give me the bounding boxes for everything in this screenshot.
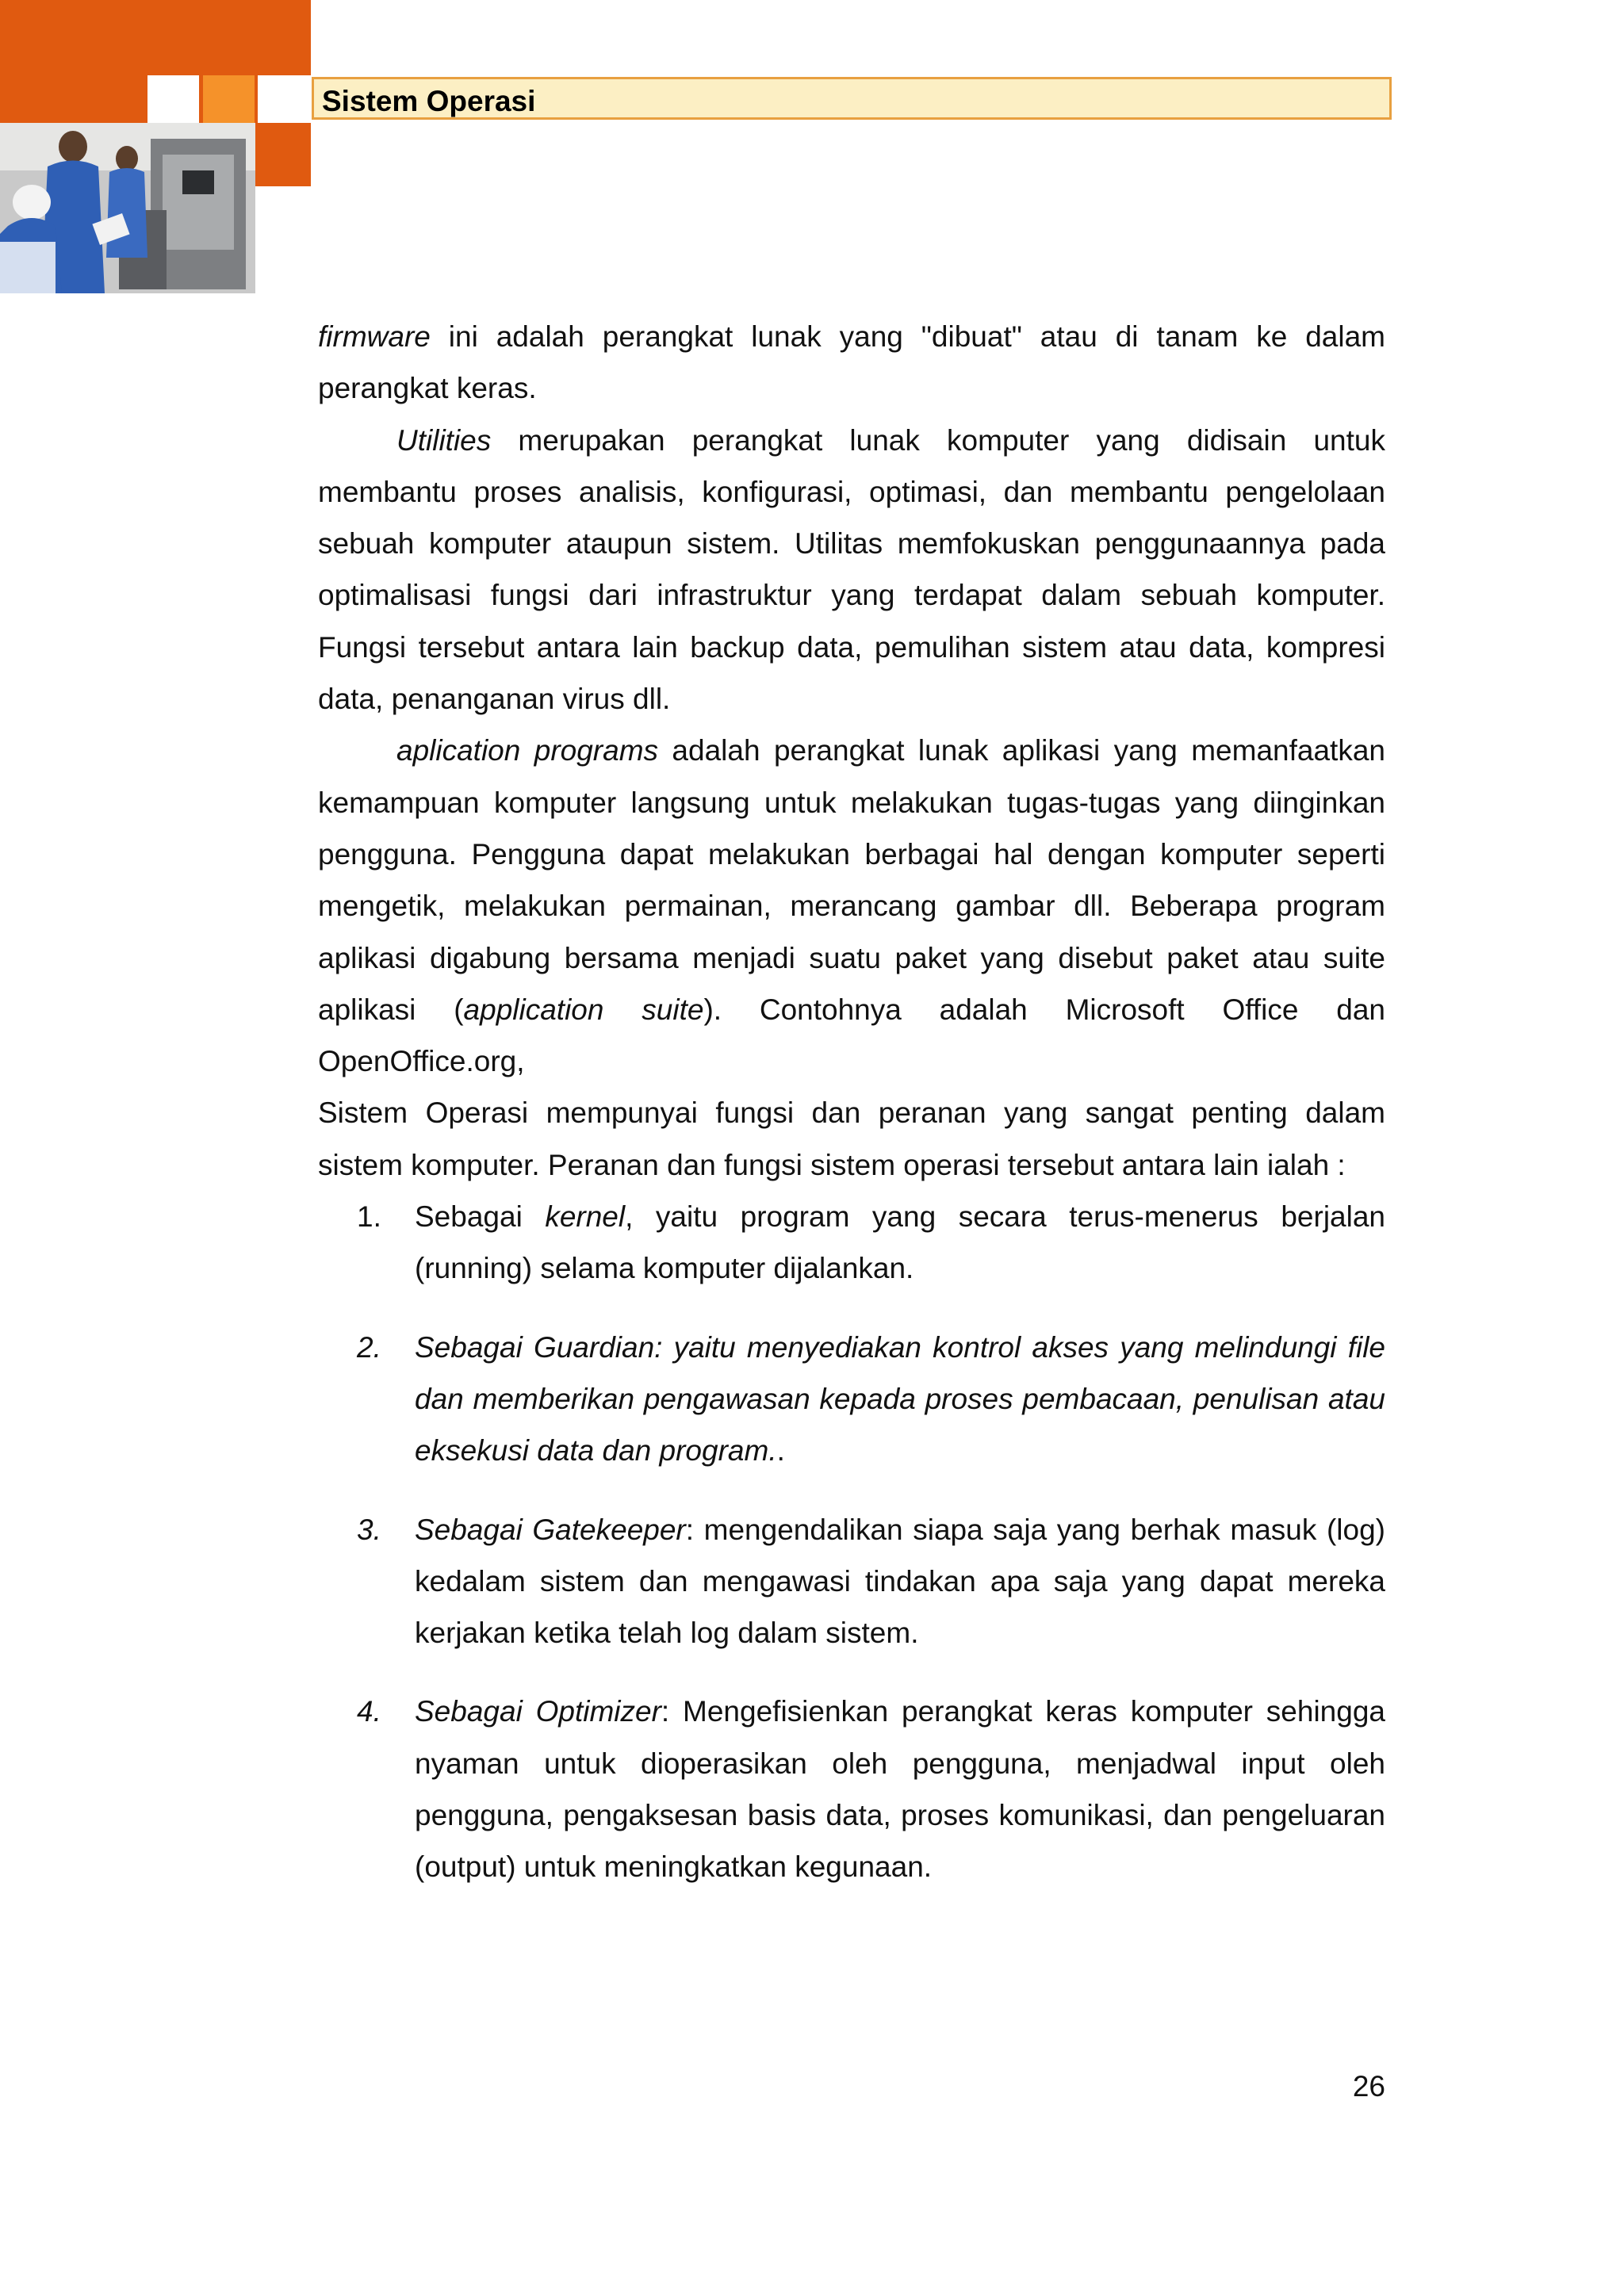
paragraph-application-programs <box>318 725 1385 1087</box>
document-body <box>318 311 1385 1893</box>
list-item-pre: Sebagai <box>415 1200 546 1234</box>
os-roles-list <box>318 1191 1385 1893</box>
students-lab-photo <box>0 123 255 293</box>
term-utilities: Utilities <box>396 423 492 457</box>
term-application-programs: aplication programs <box>396 734 659 767</box>
list-number: 2. <box>357 1330 381 1364</box>
list-item-text: : Mengefisienkan perangkat keras komputer sehingga nyaman untuk dioperasikan oleh pengguna, menjadwal input oleh pengguna, pengaksesan basis data, proses komunikasi, dan pengeluaran (output) untuk meningkatkan kegunaan. <box>415 1695 1385 1884</box>
list-item <box>318 1504 1385 1659</box>
term-optimizer: Sebagai Optimizer <box>415 1695 661 1728</box>
list-item-text: : mengendalikan siapa saja yang berhak masuk (log) kedalam sistem dan mengawasi tindakan apa saja yang dapat mereka kerjakan ketika telah log dalam sistem. <box>415 1513 1385 1650</box>
paragraph-os-roles: Sistem Operasi mempunyai fungsi dan peranan yang sangat penting dalam sistem komputer. Peranan dan fungsi sistem operasi tersebut antara lain ialah : <box>318 1096 1385 1181</box>
paragraph-text: adalah perangkat lunak aplikasi yang memanfaatkan kemampuan komputer langsung untuk melakukan tugas-tugas yang diinginkan pengguna. Pengguna dapat melakukan berbagai hal dengan komputer seperti mengetik, melakukan permainan, merancang gambar dll. Beberapa program aplikasi digabung bersama menjadi suatu paket yang disebut paket atau suite aplikasi ( <box>318 734 1385 1026</box>
list-item-text: . <box>776 1434 785 1468</box>
corner-square-orange-light <box>203 75 255 123</box>
paragraph-text: ini adalah perangkat lunak yang "dibuat" atau di tanam ke dalam perangkat keras. <box>318 320 1385 405</box>
paragraph-text: merupakan perangkat lunak komputer yang didisain untuk membantu proses analisis, konfigurasi, optimasi, dan membantu pengelolaan sebuah komputer ataupun sistem. Utilitas memfokuskan penggunaannya pada optimalisasi fungsi dari infrastruktur yang terdapat dalam sebuah komputer. Fungsi tersebut antara lain backup data, pemulihan sistem atau data, kompresi data, penanganan virus dll. <box>318 423 1385 716</box>
term-kernel: kernel <box>545 1200 626 1234</box>
header-bar <box>312 77 1392 120</box>
paragraph-text: ). Contohnya adalah Microsoft Office dan OpenOffice.org, <box>318 993 1386 1078</box>
list-item <box>318 1191 1385 1295</box>
term-guardian: Sebagai Guardian: yaitu menyediakan kontrol akses yang melindungi file dan memberikan pengawasan kepada proses pembacaan, penulisan atau eksekusi data dan program. <box>415 1330 1385 1468</box>
list-item-text: , yaitu program yang secara terus-menerus berjalan (running) selama komputer dijalankan. <box>415 1200 1385 1285</box>
page-number: 26 <box>1352 2070 1385 2103</box>
corner-square-white-1 <box>147 75 199 123</box>
term-gatekeeper: Sebagai Gatekeeper <box>415 1513 686 1546</box>
list-item <box>318 1322 1385 1477</box>
term-firmware: firmware <box>318 320 431 353</box>
list-number: 4. <box>357 1695 381 1728</box>
paragraph-firmware <box>318 311 1385 415</box>
list-number: 3. <box>357 1513 381 1546</box>
paragraph-utilities <box>318 415 1385 725</box>
term-application-suite: application suite <box>463 993 704 1026</box>
corner-square-white-2 <box>258 75 311 123</box>
list-item <box>318 1686 1385 1892</box>
list-number: 1. <box>357 1200 381 1234</box>
corner-orange-strip <box>255 123 311 186</box>
header-title: Sistem Operasi <box>322 85 536 117</box>
